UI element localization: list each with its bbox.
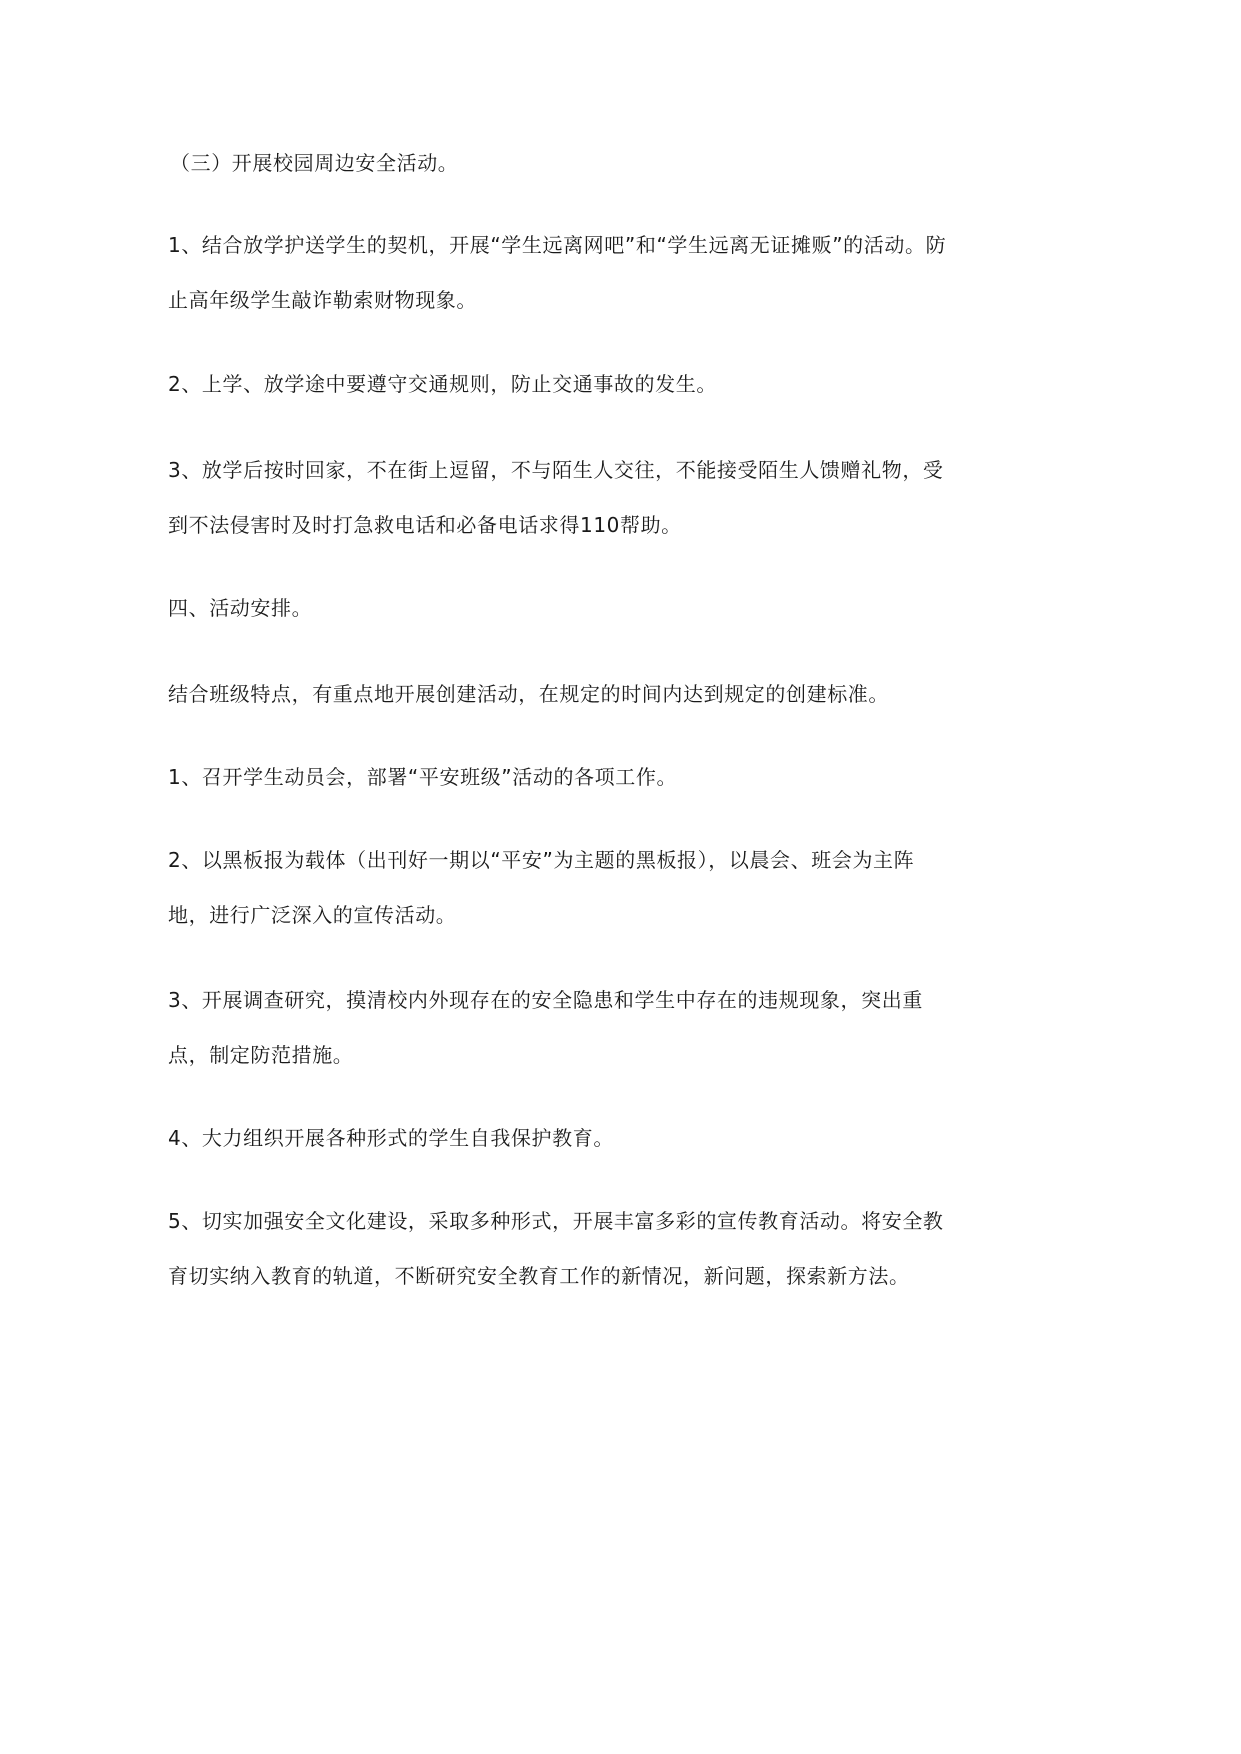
arrangement-item-4: 4、大力组织开展各种形式的学生自我保护教育。 xyxy=(168,1126,614,1150)
arrangement-item-1: 1、召开学生动员会，部署“平安班级”活动的各项工作。 xyxy=(168,765,678,789)
arrangement-item-3: 3、开展调查研究，摸清校内外现存在的安全隐患和学生中存在的违规现象，突出重点，制定防范措施。 xyxy=(168,988,923,1067)
section-intro: 结合班级特点，有重点地开展创建活动，在规定的时间内达到规定的创建标准。 xyxy=(168,682,889,706)
list-item-2: 2、上学、放学途中要遵守交通规则，防止交通事故的发生。 xyxy=(168,372,717,396)
list-item-3: 3、放学后按时回家，不在街上逗留，不与陌生人交往，不能接受陌生人馈赠礼物，受到不法侵害时及时打急救电话和必备电话求得110帮助。 xyxy=(168,458,944,537)
section-heading-4: 四、活动安排。 xyxy=(168,596,313,620)
arrangement-item-5: 5、切实加强安全文化建设，采取多种形式，开展丰富多彩的宣传教育活动。将安全教育切实纳入教育的轨道，不断研究安全教育工作的新情况，新问题，探索新方法。 xyxy=(168,1209,944,1288)
list-item-1: 1、结合放学护送学生的契机，开展“学生远离网吧”和“学生远离无证摊贩”的活动。防止高年级学生敲诈勒索财物现象。 xyxy=(168,233,947,312)
section-heading-3: （三）开展校园周边安全活动。 xyxy=(170,151,459,175)
arrangement-item-2: 2、以黑板报为载体（出刊好一期以“平安”为主题的黑板报），以晨会、班会为主阵地，进行广泛深入的宣传活动。 xyxy=(168,848,915,927)
